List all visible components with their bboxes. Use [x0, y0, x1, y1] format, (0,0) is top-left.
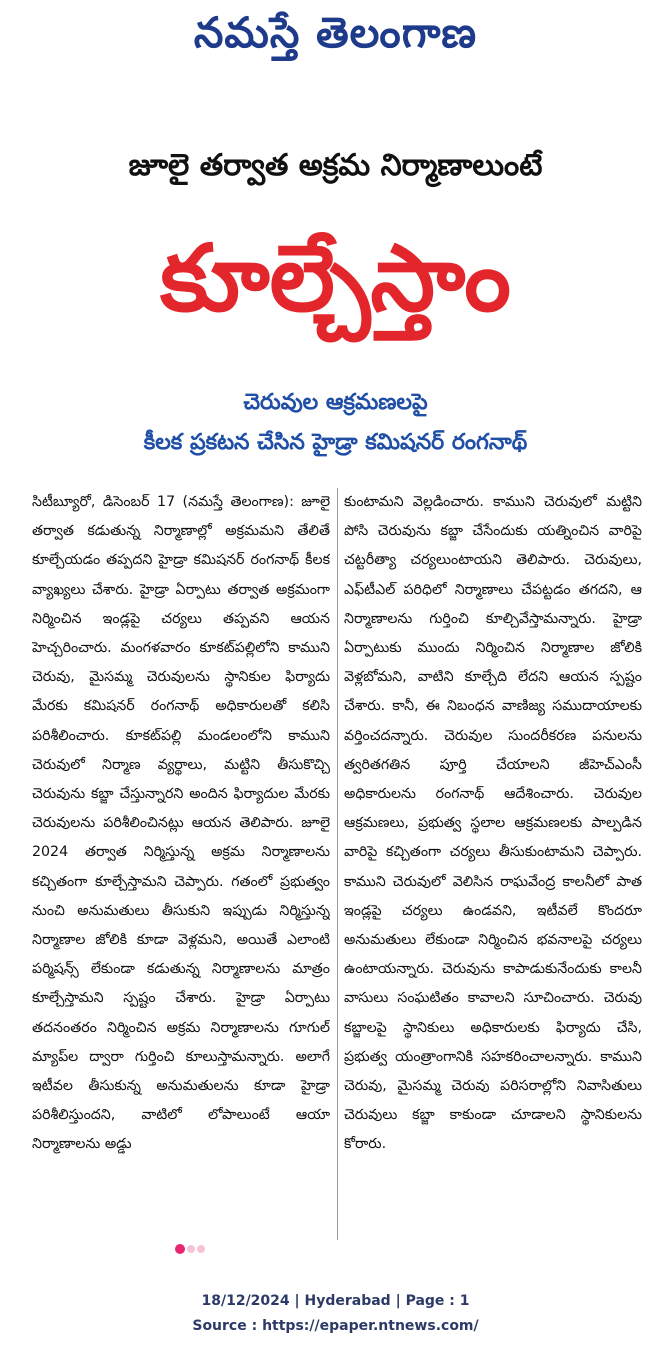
masthead: నమస్తే తెలంగాణ [193, 8, 478, 57]
indicator-dot[interactable] [197, 1245, 205, 1253]
article-column-left: సిటీబ్యూరో, డిసెంబర్ 17 (నమస్తే తెలంగాణ): జూలై తర్వాత కడుతున్న నిర్మాణాల్లో అక్రమమని తేలితే కూల్చేయడం తప్పదని హైడ్రా కమిషనర్ రంగనాథ్ కీలక వ్యాఖ్యలు చేశారు. హైడ్రా ఏర్పాటు తర్వాత అక్రమంగా నిర్మించిన ఇండ్లపై చర్యలు తప్పవని ఆయన హెచ్చరించారు. మంగళవారం కూకట్‌పల్లిలోని కాముని చెరువు, మైసమ్మ చెరువులను స్థానికుల ఫిర్యాదు మేరకు కమిషనర్ రంగనాథ్ అధికారులతో కలిసి పరిశీలించారు. కూకట్‌పల్లి మండలంలోని కాముని చెరువులో నిర్మాణ వ్యర్థాలు, మట్టిని తీసుకొచ్చి చెరువును కబ్జా చేస్తున్నారని అందిన ఫిర్యాదుల మేరకు చెరువులను పరిశీలించినట్లు ఆయన తెలిపారు. జూలై 2024 తర్వాత నిర్మిస్తున్న అక్రమ నిర్మాణాలను కచ్చితంగా కూల్చేస్తామని చెప్పారు. గతంలో ప్రభుత్వం నుంచి అనుమతులు తీసుకుని ఇప్పుడు నిర్మిస్తున్న నిర్మాణాల జోలికి కూడా వెళ్లమని, అయితే ఎలాంటి పర్మిషన్స్ లేకుండా కడుతున్న నిర్మాణాలను మాత్రం కూల్చేస్తామని స్పష్టం చేశారు. హైడ్రా ఏర్పాటు తదనంతరం నిర్మించిన అక్రమ నిర్మాణాలను గూగుల్ మ్యాప్‌ల ద్వారా గుర్తించి కూలుస్తామన్నారు. అలాగే ఇటీవల తీసుకున్న అనుమతులను కూడా హైడ్రా పరిశీలిస్తుందని, వాటిలో లోపాలుంటే ఆయా నిర్మాణాలను అడ్డు [32, 494, 330, 1153]
article-body [32, 488, 642, 1240]
indicator-dot-active[interactable] [175, 1244, 185, 1254]
headline-kicker: జూలై తర్వాత అక్రమ నిర్మాణాలుంటే [128, 148, 543, 183]
article-column-right: కుంటామని వెల్లడించారు. కాముని చెరువులో మట్టిని పోసి చెరువును కబ్జా చేసేందుకు యత్నించిన వారిపై చట్టరీత్యా చర్యలుంటాయని తెలిపారు. చెరువులు, ఎఫ్‌టీఎల్ పరిధిలో నిర్మాణాలు చేపట్టడం తగదని, ఆ నిర్మాణాలను గుర్తించి కూల్చివేస్తామన్నారు. హైడ్రా ఏర్పాటుకు ముందు నిర్మించిన నిర్మాణాల జోలికి వెళ్లబోమని, వాటిని కూల్చేది లేదని ఆయన స్పష్టం చేశారు. కానీ, ఈ నిబంధన వాణిజ్య సముదాయాలకు వర్తించదన్నారు. చెరువుల సుందరీకరణ పనులను త్వరితగతిన పూర్తి చేయాలని జీహెచ్‌ఎంసీ అధికారులను రంగనాథ్ ఆదేశించారు. చెరువుల ఆక్రమణలు, ప్రభుత్వ స్థలాల ఆక్రమణలకు పాల్పడిన వారిపై కచ్చితంగా చర్యలు తీసుకుంటామని చెప్పారు. కాముని చెరువులో వెలిసిన రాఘవేంద్ర కాలనీలో పాత ఇండ్లపై చర్యలు ఉండవని, ఇటీవలే కొందరూ అనుమతులు లేకుండా నిర్మించిన భవనాలపై చర్యలు ఉంటాయన్నారు. చెరువును కాపాడుకునేందుకు కాలనీ వాసులు సంఘటితం కావాలని సూచించారు. చెరువు కబ్జాలపై స్థానికులు అధికారులకు ఫిర్యాదు చేసి, ప్రభుత్వ యంత్రాంగానికి సహకరించాలన్నారు. కాముని చెరువు, మైసమ్మ చెరువు పరిసరాల్లోని నివాసితులు చెరువులు కబ్జా కాకుండా చూడాలని స్థానికులను కోరారు. [344, 494, 642, 1153]
column-divider [337, 488, 338, 1240]
footer-date-line: 18/12/2024 | Hyderabad | Page : 1 [201, 1293, 470, 1309]
deck-line-1: చెరువుల ఆక్రమణలపై [243, 390, 428, 415]
footer-source-link[interactable]: Source : https://epaper.ntnews.com/ [192, 1318, 479, 1334]
headline-main: కూల్చేస్తాం [160, 225, 511, 332]
indicator-dot[interactable] [187, 1245, 195, 1253]
deck-line-2: కీలక ప్రకటన చేసిన హైడ్రా కమిషనర్ రంగనాథ్ [143, 430, 528, 455]
